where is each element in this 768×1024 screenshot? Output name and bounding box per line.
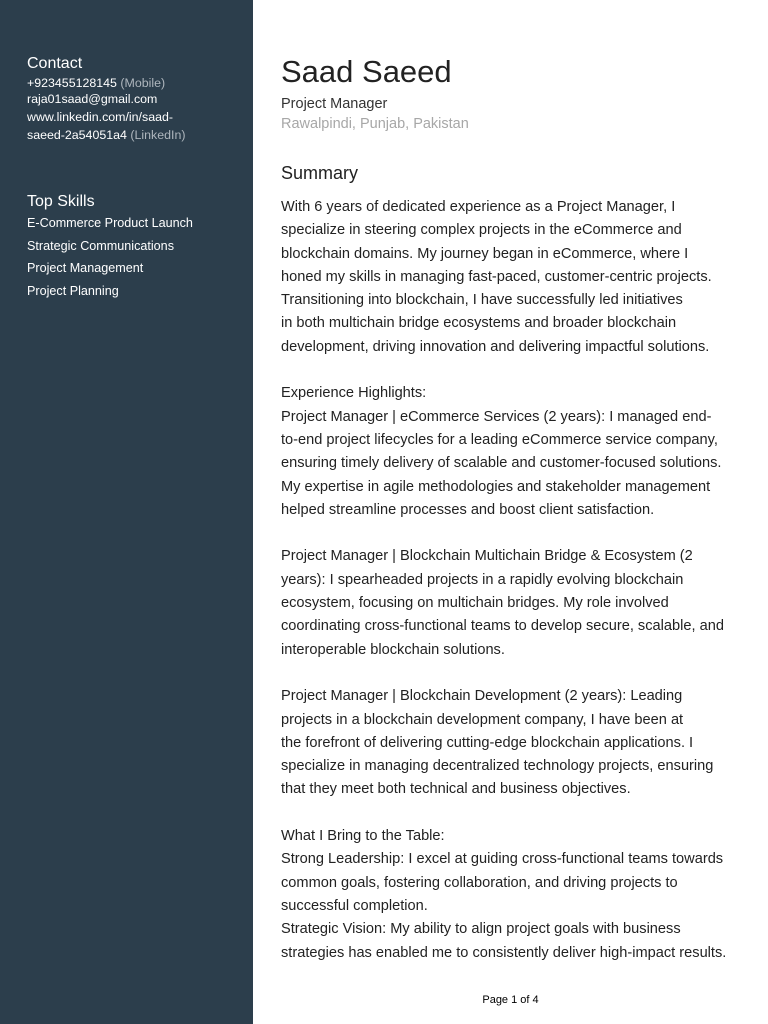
contact-linkedin-row [27, 127, 185, 143]
summary-line: My expertise in agile methodologies and stakeholder management [281, 478, 711, 495]
summary-line: specialize in managing decentralized technology projects, ensuring [281, 758, 714, 775]
summary-line: Strategic Vision: My ability to align project goals with business [281, 921, 681, 938]
profile-location: Rawalpindi, Punjab, Pakistan [281, 116, 469, 132]
contact-linkedin-line1[interactable]: www.linkedin.com/in/saad- [27, 110, 173, 124]
summary-line: honed my skills in managing fast-paced, customer-centric projects. [281, 268, 712, 285]
contact-heading: Contact [27, 55, 83, 72]
summary-line: Project Manager | Blockchain Multichain Bridge & Ecosystem (2 [281, 548, 693, 565]
summary-line: helped streamline processes and boost client satisfaction. [281, 501, 655, 518]
summary-line: Transitioning into blockchain, I have successfully led initiatives [281, 292, 683, 309]
page-number: Page 1 of 4 [482, 994, 539, 1006]
summary-line: What I Bring to the Table: [281, 828, 445, 845]
skill-item: E-Commerce Product Launch [27, 216, 193, 230]
summary-line: strategies has enabled me to consistently deliver high-impact results. [281, 944, 727, 961]
profile-headline: Project Manager [281, 96, 388, 112]
summary-body [281, 196, 751, 965]
summary-line: Experience Highlights: [281, 385, 427, 402]
summary-line: coordinating cross-functional teams to develop secure, scalable, and [281, 618, 724, 635]
summary-line: to-end project lifecycles for a leading eCommerce service company, [281, 431, 718, 448]
contact-email[interactable]: raja01saad@gmail.com [27, 92, 158, 106]
summary-line: interoperable blockchain solutions. [281, 641, 505, 658]
skills-heading: Top Skills [27, 193, 95, 210]
contact-phone-label: (Mobile) [120, 76, 166, 90]
summary-title: Summary [281, 163, 359, 183]
summary-line: Strong Leadership: I excel at guiding cross-functional teams towards [281, 851, 724, 868]
skill-item: Strategic Communications [27, 239, 174, 253]
summary-line: With 6 years of dedicated experience as a Project Manager, I [281, 199, 676, 215]
summary-line: Project Manager | eCommerce Services (2 years): I managed end- [281, 408, 712, 425]
summary-line: common goals, fostering collaboration, and driving projects to [281, 874, 678, 891]
summary-line: in both multichain bridge ecosystems and broader blockchain [281, 315, 677, 332]
contact-phone-row [27, 75, 165, 91]
summary-spacer [281, 802, 751, 825]
summary-line: ecosystem, focusing on multichain bridges. My role involved [281, 595, 669, 612]
summary-line: blockchain domains. My journey began in eCommerce, where I [281, 245, 689, 262]
summary-spacer [281, 522, 751, 545]
summary-line: years): I spearheaded projects in a rapidly evolving blockchain [281, 571, 684, 588]
summary-line: ensuring timely delivery of scalable and customer-focused solutions. [281, 455, 722, 472]
summary-spacer [281, 359, 751, 382]
summary-line: that they meet both technical and business objectives. [281, 781, 631, 798]
summary-spacer [281, 662, 751, 685]
summary-line: the forefront of delivering cutting-edge blockchain applications. I [281, 734, 694, 751]
summary-line: successful completion. [281, 897, 428, 914]
contact-linkedin-label: (LinkedIn) [130, 128, 186, 142]
contact-phone[interactable]: +923455128145 [27, 76, 117, 90]
contact-linkedin-line2[interactable]: saeed-2a54051a4 [27, 128, 127, 142]
summary-line: Project Manager | Blockchain Development (2 years): Leading [281, 688, 683, 705]
profile-name: Saad Saeed [281, 54, 452, 89]
summary-line: development, driving innovation and delivering impactful solutions. [281, 338, 710, 355]
summary-line: projects in a blockchain development company, I have been at [281, 711, 684, 728]
skill-item: Project Management [27, 261, 144, 275]
skill-item: Project Planning [27, 284, 119, 298]
summary-line: specialize in steering complex projects in the eCommerce and [281, 222, 682, 239]
sidebar [0, 0, 253, 1024]
